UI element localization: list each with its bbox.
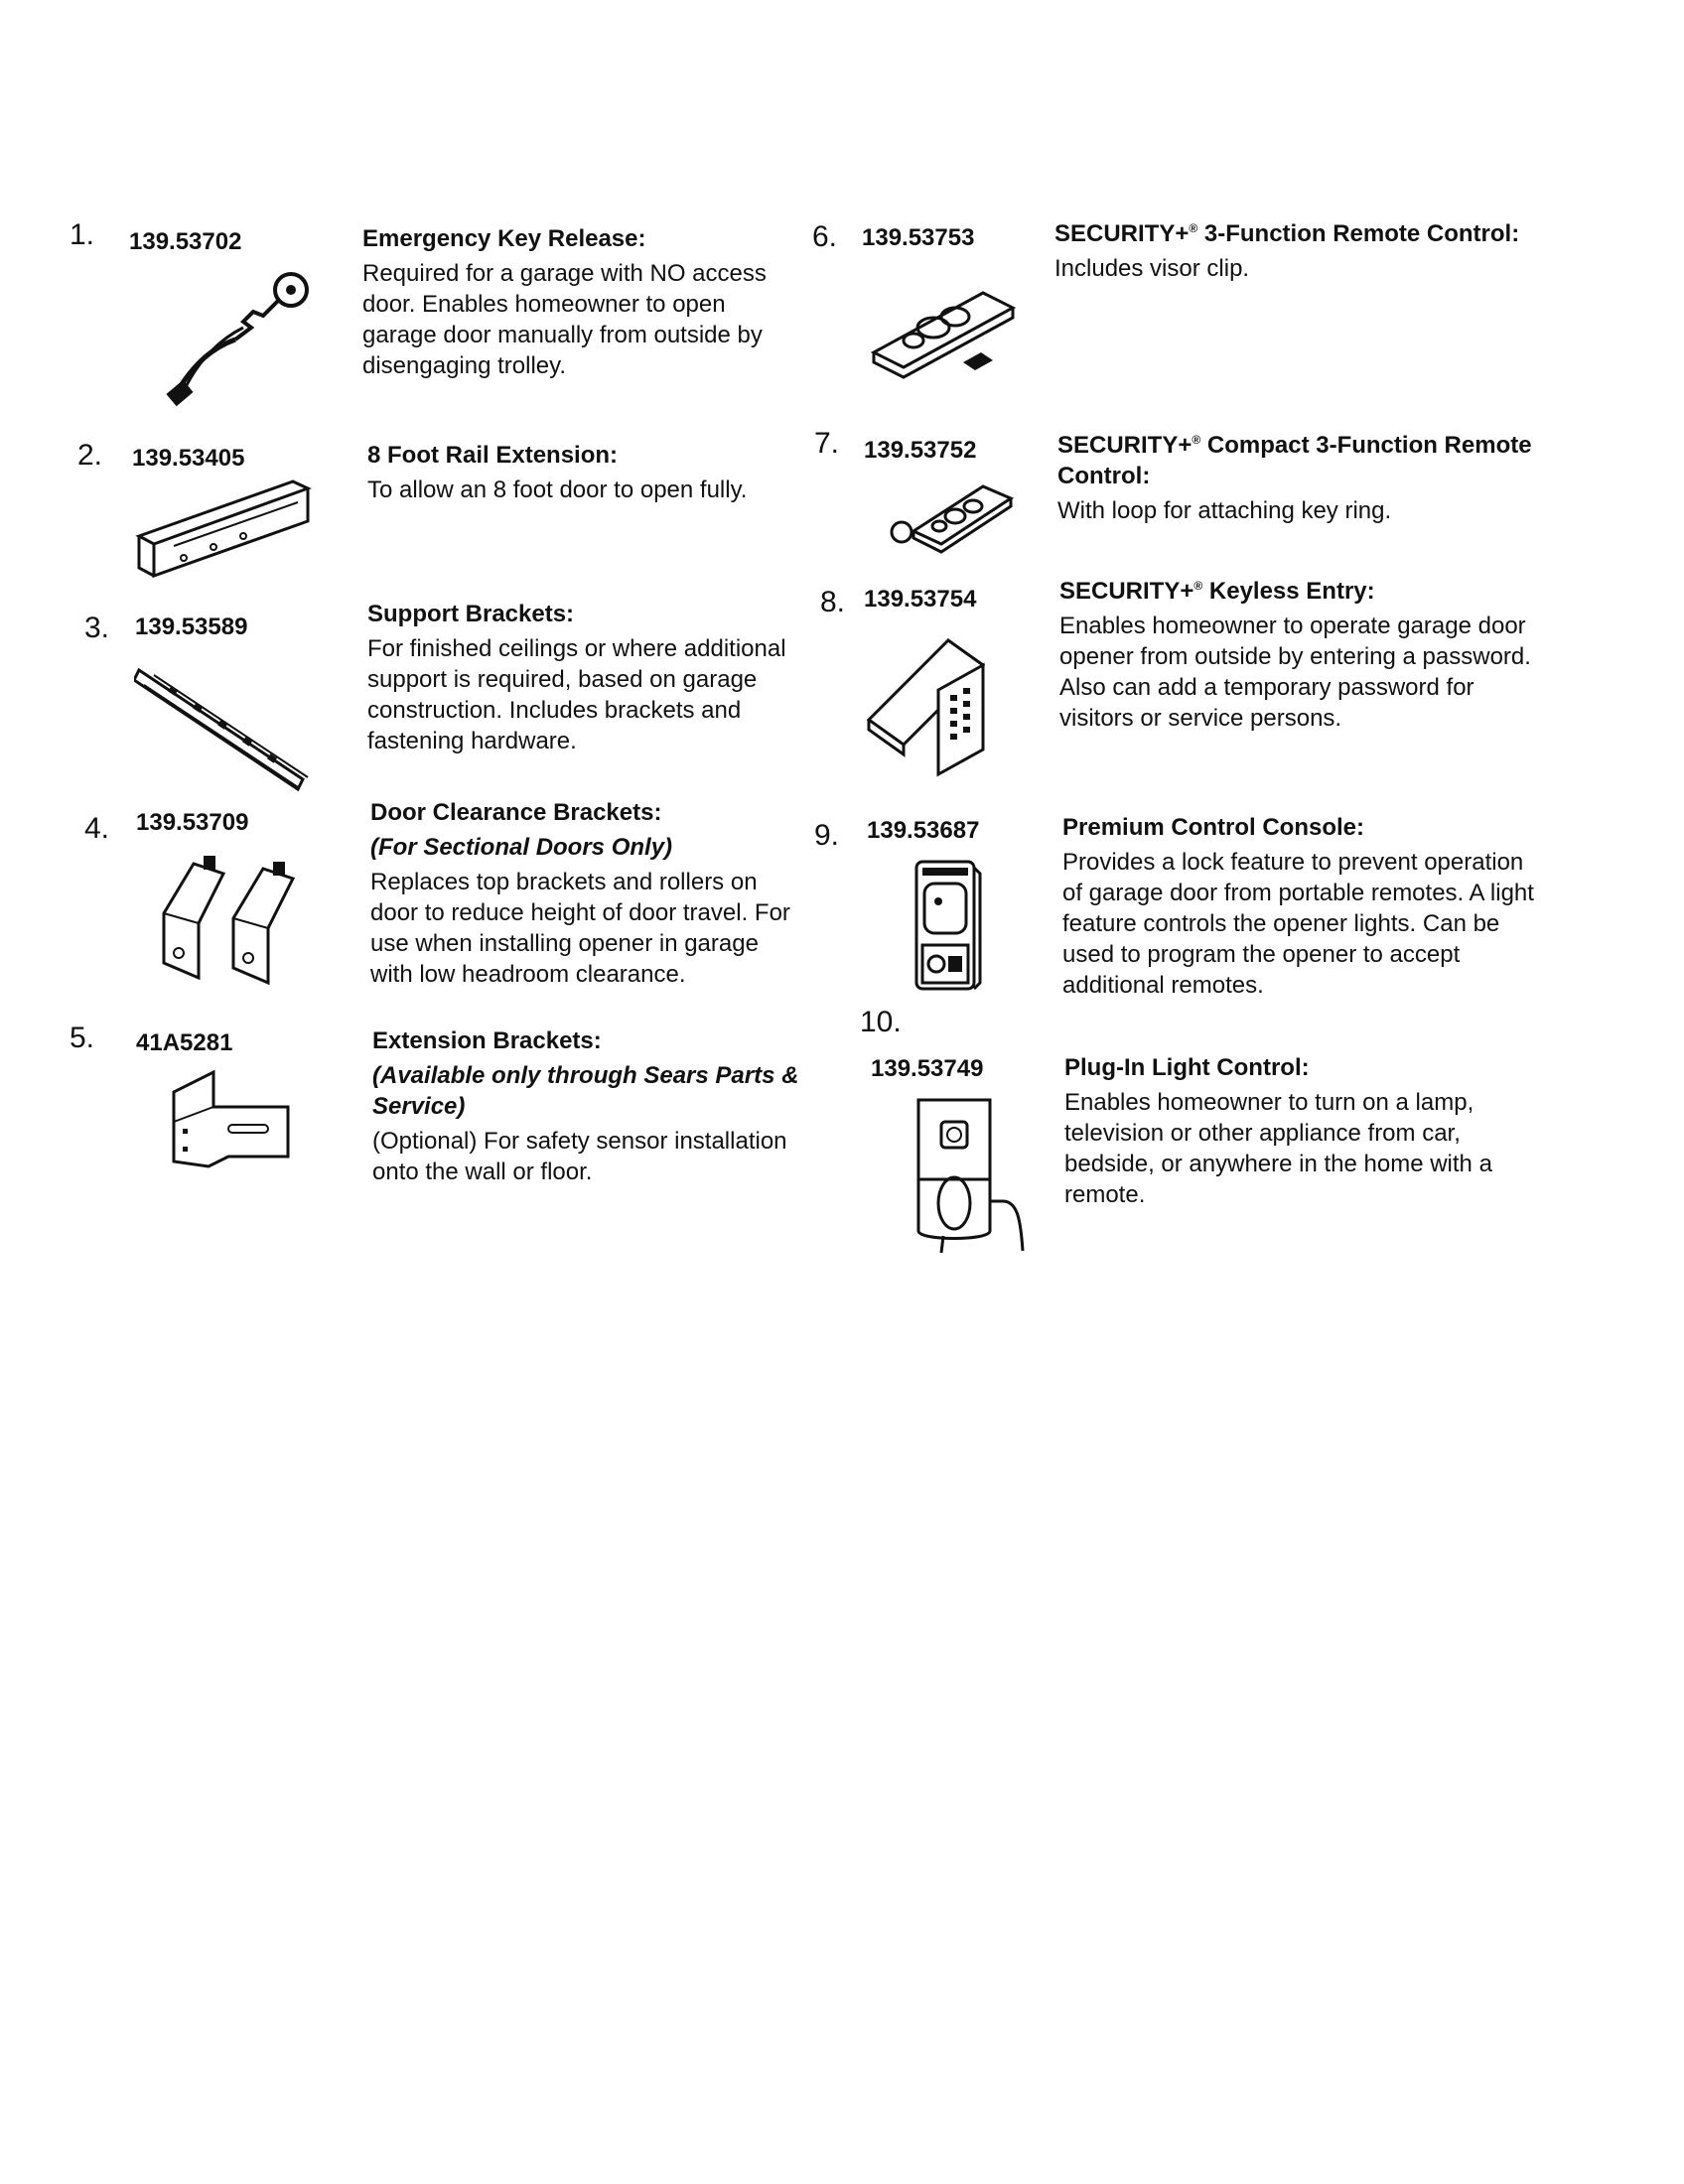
item-description [367, 440, 804, 505]
door-clearance-brackets-image [154, 844, 313, 993]
item-body: Enables homeowner to operate garage door opener from outside by entering a password. Also can add a temporary password for visitors or service persons. [1059, 613, 1531, 732]
part-number: 41A5281 [136, 1029, 233, 1056]
item-body: Includes visor clip. [1054, 255, 1250, 282]
item-title: 8 Foot Rail Extension: [367, 442, 619, 469]
item-body: For finished ceilings or where additional support is required, based on garage construction. Includes brackets and fastening hardware. [367, 635, 786, 754]
keyless-entry-image [859, 630, 998, 779]
item-title: SECURITY+® Keyless Entry: [1059, 578, 1375, 605]
item-body: To allow an 8 foot door to open fully. [367, 477, 748, 503]
item-title: Premium Control Console: [1062, 814, 1365, 841]
part-number: 139.53754 [864, 586, 977, 613]
item-body: (Optional) For safety sensor installation onto the wall or floor. [372, 1128, 787, 1185]
item-number: 9. [814, 819, 840, 852]
compact-remote-image [884, 477, 1018, 556]
part-number: 139.53405 [132, 445, 245, 472]
item-title: SECURITY+® 3-Function Remote Control: [1054, 220, 1520, 247]
item-description [1057, 430, 1534, 526]
part-number: 139.53709 [136, 809, 249, 836]
item-number: 5. [70, 1022, 95, 1054]
item-number: 1. [70, 218, 95, 251]
item-description [372, 1025, 829, 1187]
item-body: With loop for attaching key ring. [1057, 497, 1392, 524]
item-subtitle: (Available only through Sears Parts & Service) [372, 1062, 799, 1120]
part-number: 139.53702 [129, 228, 242, 255]
item-number: 4. [84, 812, 110, 845]
item-description [1064, 1052, 1551, 1210]
item-description [1059, 576, 1546, 734]
remote-control-image [864, 283, 1023, 392]
item-description [362, 223, 799, 381]
item-subtitle: (For Sectional Doors Only) [370, 834, 673, 861]
item-title: Plug-In Light Control: [1064, 1054, 1310, 1081]
item-description [367, 599, 804, 756]
item-description [370, 797, 807, 990]
item-number: 3. [84, 612, 110, 644]
part-number: 139.53753 [862, 224, 975, 251]
item-number: 6. [812, 220, 838, 253]
item-body: Replaces top brackets and rollers on door to reduce height of door travel. For use when installing opener in garage with low headroom clearance. [370, 869, 790, 988]
item-description [1062, 812, 1549, 1001]
part-number: 139.53749 [871, 1055, 984, 1082]
rail-extension-image [134, 477, 313, 586]
item-body: Provides a lock feature to prevent operation of garage door from portable remotes. A light feature controls the opener lights. Can be used to program the opener to accept additional remotes. [1062, 849, 1534, 999]
item-body: Required for a garage with NO access door. Enables homeowner to open garage door manually from outside by disengaging trolley. [362, 260, 767, 379]
control-console-image [909, 854, 988, 998]
support-brackets-image [134, 660, 313, 799]
item-title: SECURITY+® Compact 3-Function Remote Control: [1057, 432, 1532, 489]
emergency-key-release-image [154, 268, 313, 407]
item-number: 7. [814, 427, 840, 460]
part-number: 139.53589 [135, 614, 248, 640]
item-title: Extension Brackets: [372, 1027, 602, 1054]
item-description [1054, 218, 1531, 284]
plug-in-light-control-image [904, 1092, 1038, 1256]
item-body: Enables homeowner to turn on a lamp, television or other appliance from car, bedside, or anywhere in the home with a remote. [1064, 1089, 1492, 1208]
item-title: Emergency Key Release: [362, 225, 646, 252]
item-title: Door Clearance Brackets: [370, 799, 662, 826]
item-number: 10. [860, 1006, 902, 1038]
extension-brackets-image [169, 1067, 298, 1171]
part-number: 139.53752 [864, 437, 977, 464]
part-number: 139.53687 [867, 817, 980, 844]
item-title: Support Brackets: [367, 601, 575, 627]
item-number: 8. [820, 586, 846, 618]
item-number: 2. [77, 439, 103, 472]
